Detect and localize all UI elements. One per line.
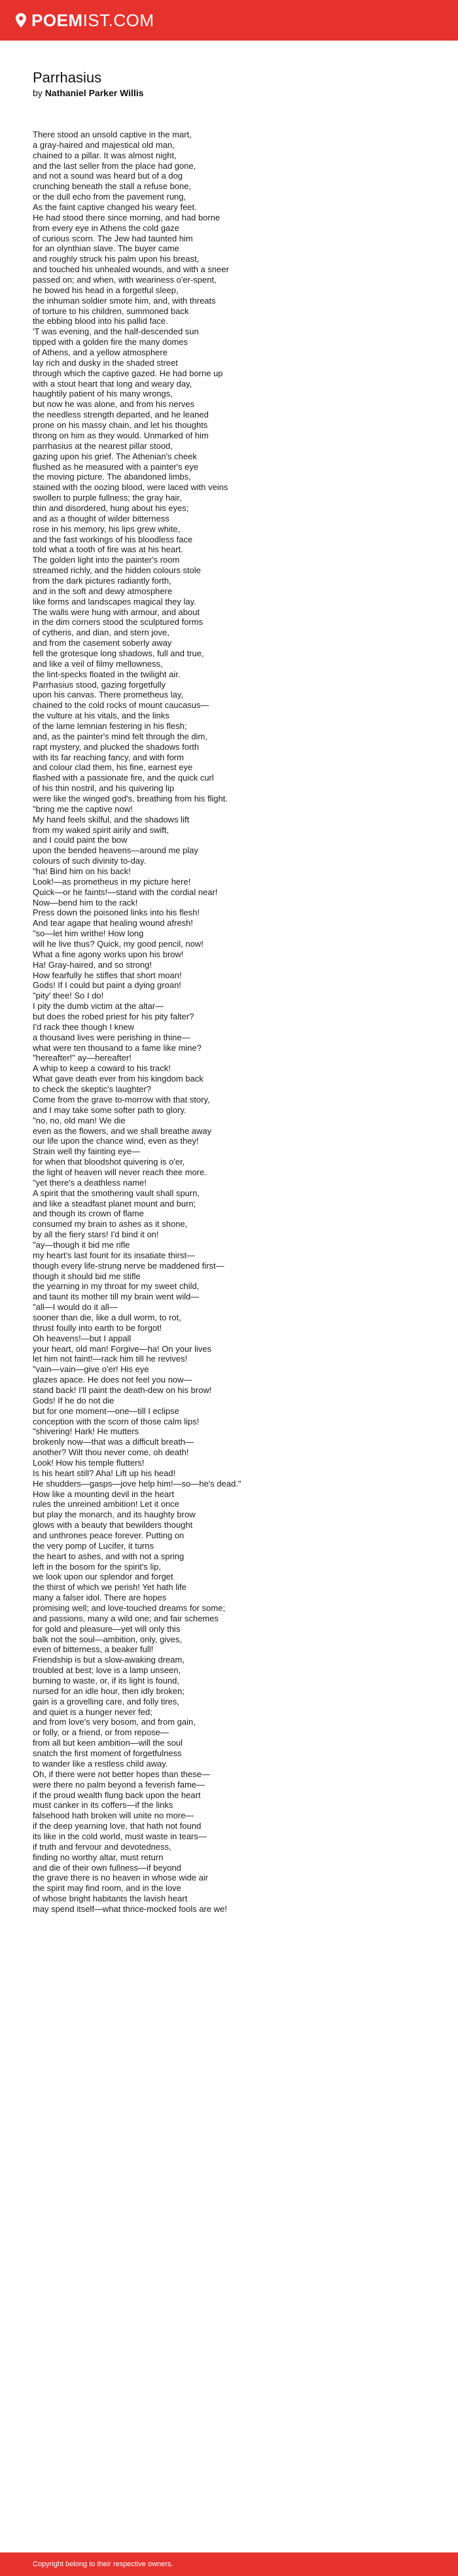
poem-line: "ay—though it bid me rifle (33, 1239, 130, 1250)
poem-line: and die of their own fullness—if beyond (33, 1862, 181, 1873)
poem-line: and the fast workings of his bloodless face (33, 534, 193, 544)
poem-line: though it should bid me stifle (33, 1271, 141, 1281)
poem-line: a gray-haired and majestical old man, (33, 139, 175, 150)
poem-line: Press down the poisoned links into his flesh! (33, 908, 200, 918)
poem-line: of Athens, and a yellow atmosphere (33, 347, 167, 358)
poem-line: may spend itself—what thrice-mocked fools are we! (33, 1903, 227, 1914)
poem-line: promising well; and love-touched dreams for some; (33, 1603, 226, 1614)
logo-text-bold: POEM (31, 10, 83, 30)
poem-line: nursed for an idle hour, then idly broken; (33, 1685, 185, 1696)
poem-line: The walls were hung with armour, and about (33, 607, 200, 617)
poem-line: even of bitterness, a beaker full! (33, 1644, 154, 1655)
poem-line: of the lame lemnian festering in his flesh; (33, 720, 187, 731)
poem-line: and as a thought of wilder bitterness (33, 513, 169, 523)
poem-line: my heart's last fount for its insatiate thirst— (33, 1250, 196, 1260)
poem-line: and in the soft and dewy atmosphere (33, 586, 173, 596)
poem-line: Look! How his temple flutters! (33, 1458, 145, 1468)
poem-line: the inhuman soldier smote him, and, with threats (33, 295, 216, 306)
poem-line: Friendship is but a slow-awaking dream, (33, 1655, 185, 1665)
poem-line: How like a mounting devil in the heart (33, 1489, 175, 1499)
poem-line: and though its crown of flame (33, 1209, 144, 1219)
poem-line: and passions, many a wild one; and fair schemes (33, 1613, 219, 1623)
logo-text-light: IST.COM (82, 10, 154, 30)
poem-line: were like the winged god's, breathing from his flight. (33, 794, 228, 803)
poem-line: snatch the first moment of forgetfulness (33, 1748, 182, 1759)
poem-line: crunching beneath the stall a refuse bone, (33, 181, 192, 192)
poem-line: the heart to ashes, and with not a spring (33, 1551, 185, 1561)
poem-line: with a stout heart that long and weary day, (33, 378, 192, 389)
poem-line: thrust foully into earth to be forgot! (33, 1322, 162, 1333)
poem-line: and from the casement soberly away (33, 638, 172, 648)
poem-line: "yet there's a deathless name! (33, 1177, 147, 1188)
poem-line: passed on; and when, with weariness o'er-spent, (33, 275, 217, 285)
poem-line: and taunt its mother till my brain went wild— (33, 1292, 200, 1302)
poem-line: brokenly now—that was a difficult breath— (33, 1437, 194, 1447)
map-pin-icon (16, 13, 26, 27)
poem-line: "pity' thee! So I do! (33, 991, 104, 1001)
poem-line: chained to a pillar. It was almost night, (33, 150, 177, 160)
author-name[interactable]: Nathaniel Parker Willis (44, 88, 144, 98)
poem-line: flashed with a passionate fire, and the quick curl (33, 773, 214, 783)
poem-line: What a fine agony works upon his brow! (33, 949, 184, 959)
site-footer (0, 2552, 458, 2576)
poem-line: though every life-strung nerve be maddened first— (33, 1260, 224, 1271)
poem-line: finding no worthy altar, must return (33, 1852, 164, 1862)
poem-line: colours of such divinity to-day. (33, 856, 147, 866)
poem-line: the thirst of which we perish! Yet hath life (33, 1582, 186, 1593)
poem-line: A spirit that the smothering vault shall spurn, (33, 1188, 200, 1198)
poem-line: Oh, if there were not better hopes than these— (33, 1769, 210, 1779)
poem-line: if the proud wealth flung back upon the heart (33, 1790, 201, 1800)
poem-line: or the dull echo from the pavement rung, (33, 192, 186, 202)
by-label: by (33, 88, 43, 98)
poem-line: left in the bosom for the spirit's lip, (33, 1561, 162, 1572)
poem-line: of his thin nostril, and his quivering lip (33, 783, 175, 794)
poem-line: conception with the scorn of those calm lips! (33, 1416, 200, 1426)
poem-line: by all the fiery stars! I'd bind it on! (33, 1229, 159, 1240)
poem-line: we look upon our splendor and forget (33, 1572, 173, 1582)
poem-line: from every eye in Athens the cold gaze (33, 222, 180, 233)
poem-line: of cytheris, and dian, and stern jove, (33, 627, 169, 638)
poem-line: for gold and pleasure—yet will only this (33, 1623, 181, 1634)
poem-line: the grave there is no heaven in whose wide air (33, 1873, 209, 1883)
poem-line: and not a sound was heard but of a dog (33, 171, 183, 181)
poem-line: troubled at best; love is a lamp unseen, (33, 1665, 181, 1676)
poem-line: "ha! Bind him on his back! (33, 866, 131, 877)
poem-line: Now—bend him to the rack! (33, 897, 138, 908)
poem-line: and the last seller from the place had gone, (33, 160, 196, 171)
poem-line: your heart, old man! Forgive—ha! On your lives (33, 1343, 212, 1354)
poem-line: Gods! If I could but paint a dying groan! (33, 980, 181, 991)
poem-line: A whip to keep a coward to his track! (33, 1063, 171, 1074)
poem-line: falsehood hath broken will unite no more— (33, 1810, 194, 1821)
poem-line: Parrhasius stood, gazing forgetfully (33, 679, 166, 690)
poem-title: Parrhasius (33, 69, 102, 86)
poem-line: and from love's very bosom, and from gain, (33, 1717, 196, 1727)
poem-line: "hereafter!" ay—hereafter! (33, 1053, 132, 1063)
poem-line: a thousand lives were perishing in thine— (33, 1032, 190, 1042)
poem-line: rules the unreined ambition! Let it once (33, 1499, 180, 1509)
poem-line: to check the skeptic's laughter? (33, 1084, 151, 1095)
poem-line: of curious scorn. The Jew had taunted him (33, 233, 193, 243)
poem-line: haughtily patient of his many wrongs, (33, 389, 173, 399)
poem-line: throng on him as they would. Unmarked of him (33, 430, 209, 440)
poem-line: many a falser idol. There are hopes (33, 1593, 167, 1603)
poem-line: The golden light into the painter's room (33, 555, 180, 565)
poem-line: the vulture at his vitals, and the links (33, 711, 169, 721)
poem-line: our life upon the chance wind, even as they! (33, 1136, 199, 1146)
poem-line: Come from the grave to-morrow with that story, (33, 1094, 210, 1104)
poem-line: Quick—or he faints!—stand with the cordial near! (33, 887, 218, 897)
poem-line: even as the flowers, and we shall breathe away (33, 1125, 212, 1136)
poem-line: stand back! I'll paint the death-dew on his brow! (33, 1385, 212, 1395)
poem-line: And tear agape that healing wound afresh! (33, 918, 194, 928)
poem-line: I pity the dumb victim at the altar— (33, 1001, 164, 1012)
poem-line: fell the grotesque long shadows, full and true, (33, 648, 204, 658)
poem-line: to wander like a restless child away. (33, 1758, 168, 1769)
poem-line: "vain—vain—give o'er! His eye (33, 1364, 149, 1375)
poem-line: and colour clad them, his fine, earnest eye (33, 762, 193, 773)
poem-line: streamed richly, and the hidden colours stole (33, 565, 202, 576)
poem-line: in the dim corners stood the sculptured forms (33, 617, 203, 627)
poem-line: He shudders—gasps—jove help him!—so—he's dead." (33, 1478, 241, 1489)
poem-line: My hand feels skilful, and the shadows lift (33, 814, 190, 824)
poem-line: another? Wilt thou never come, oh death! (33, 1447, 189, 1458)
poem-line: tipped with a golden fire the many domes (33, 337, 188, 347)
poem-line: the ebbing blood into his pallid face. (33, 316, 168, 326)
poem-line: gain is a grovelling care, and folly tires, (33, 1696, 180, 1706)
poem-line: "all—I would do it all— (33, 1302, 118, 1313)
poem-line: like forms and landscapes magical they lay. (33, 596, 196, 607)
poem-line: How fearfully he stifles that short moan! (33, 970, 182, 980)
poem-line: were there no palm beyond a feverish fame— (33, 1779, 205, 1790)
poem-line: and like a steadfast planet mount and burn; (33, 1198, 196, 1209)
site-header (0, 0, 458, 41)
poem-line: and unthrones peace forever. Putting on (33, 1530, 185, 1541)
poem-line: but does the robed priest for his pity falter? (33, 1012, 194, 1022)
poem-line: will he live thus? Quick, my good pencil, now! (33, 939, 203, 949)
poem-line: the needless strength departed, and he leaned (33, 410, 209, 420)
poem-line: the yearning in my throat for my sweet child, (33, 1281, 200, 1292)
poem-body (33, 130, 458, 1914)
poem-line: of torture to his children, summoned back (33, 306, 189, 316)
poem-line: What gave death ever from his kingdom back (33, 1074, 203, 1084)
site-logo[interactable] (16, 10, 154, 31)
poem-line: swollen to purple fullness; the gray hair, (33, 493, 182, 503)
byline (33, 88, 458, 98)
poem-line: the light of heaven will never reach thee more. (33, 1167, 207, 1177)
poem-line: consumed my brain to ashes as it shone, (33, 1219, 188, 1229)
poem-line: and I may take some softer path to glory. (33, 1104, 186, 1115)
poem-line: and I could paint the bow (33, 835, 128, 845)
poem-line: glazes apace. He does not feel you now— (33, 1375, 192, 1385)
poem-line: if truth and fervour and devotedness, (33, 1841, 171, 1852)
poem-line: sooner than die, like a dull worm, to rot, (33, 1312, 181, 1322)
poem-line: glows with a beauty that bewilders thought (33, 1520, 193, 1530)
poem-line: flushed as he measured with a painter's eye (33, 461, 199, 472)
poem-line: from all but keen ambition—will the soul (33, 1738, 183, 1748)
poem-line: balk not the soul—ambition, only, gives, (33, 1634, 183, 1644)
poem-line: of whose bright habitants the lavish heart (33, 1894, 188, 1904)
poem-line: Gods! If he do not die (33, 1395, 114, 1405)
poem-line: the spirit may find room, and in the love (33, 1883, 181, 1894)
copyright-text: Copyright belong to their respective owners. (33, 2560, 173, 2568)
poem-line: Is his heart still? Aha! Lift up his head! (33, 1468, 176, 1478)
poem-line: if the deep yearning love, that hath not found (33, 1821, 202, 1831)
poem-line: but play the monarch, and its haughty brow (33, 1509, 196, 1520)
poem-line: from my waked spirit airily and swift, (33, 824, 169, 835)
poem-line: Look!—as prometheus in my picture here! (33, 876, 191, 887)
poem-line: the moving picture. The abandoned limbs, (33, 472, 191, 482)
poem-line: chained to the cold rocks of mount caucasus— (33, 700, 209, 711)
poem-line: parrhasius at the nearest pillar stood, (33, 440, 173, 451)
poem-line: what were ten thousand to a fame like mine? (33, 1042, 202, 1053)
poem-line: stained with the oozing blood, were laced with veins (33, 482, 228, 493)
poem-line: and, as the painter's mind felt through the dim, (33, 731, 207, 741)
poem-line: thin and disordered, hung about his eyes; (33, 503, 189, 513)
poem-line: As the faint captive changed his weary feet. (33, 202, 197, 213)
poem-line: He had stood there since morning, and had borne (33, 212, 220, 222)
poem-line: and touched his unhealed wounds, and with a sneer (33, 264, 229, 275)
poem-line: the very pomp of Lucifer, it turns (33, 1540, 154, 1551)
poem-content (0, 41, 458, 1914)
poem-line: "no, no, old man! We die (33, 1115, 126, 1125)
poem-line: prone on his massy chain, and let his thoughts (33, 420, 208, 431)
poem-line: burning to waste, or, if its light is found, (33, 1676, 180, 1686)
poem-line: must canker in its coffers—if the links (33, 1800, 173, 1810)
poem-line: lay rich and dusky in the shaded street (33, 357, 178, 368)
poem-line: There stood an unsold captive in the mart, (33, 130, 192, 139)
poem-line: told what a tooth of fire was at his heart. (33, 544, 183, 555)
poem-line: Oh heavens!—but I appall (33, 1333, 132, 1343)
poem-line: the lint-specks floated in the twilight air. (33, 669, 181, 679)
poem-line: rapt mystery, and plucked the shadows forth (33, 741, 200, 752)
poem-line: and like a veil of filmy mellowness, (33, 658, 163, 669)
poem-line: or folly, or a friend, or from repose— (33, 1727, 169, 1738)
poem-line: from the dark pictures radiantly forth, (33, 575, 171, 586)
poem-line: gazing upon his grief. The Athenian's cheek (33, 451, 197, 461)
poem-line: but for one moment—one—till I eclipse (33, 1405, 179, 1416)
poem-line: I'd rack thee though I knew (33, 1021, 134, 1032)
poem-line: rose in his memory, his lips grew white, (33, 523, 181, 534)
poem-line: and quiet is a hunger never fed; (33, 1706, 152, 1717)
poem-line: "shivering! Hark! He mutters (33, 1426, 139, 1437)
poem-line: and roughly struck his palm upon his breast, (33, 254, 200, 264)
poem-line: for when that bloodshot quivering is o'er, (33, 1157, 185, 1167)
poem-line: let him not faint!—rack him till he revives! (33, 1354, 188, 1364)
poem-line: its like in the cold world, must waste in tears— (33, 1831, 207, 1841)
poem-line: through which the captive gazed. He had borne up (33, 368, 223, 378)
poem-line: upon the bended heavens—around me play (33, 845, 198, 856)
poem-line: Ha! Gray-haired, and so strong! (33, 959, 152, 970)
poem-line: "so—let him writhe! How long (33, 928, 144, 939)
poem-line: "bring me the captive now! (33, 803, 133, 814)
poem-line: but now he was alone, and from his nerves (33, 399, 195, 410)
poem-line: for an olynthian slave. The buyer came (33, 243, 179, 254)
poem-line: he bowed his head in a forgetful sleep, (33, 285, 179, 295)
poem-line: 'T was evening, and the half-descended sun (33, 326, 199, 337)
poem-line: with its far reaching fancy, and with form (33, 752, 184, 762)
poem-line: Strain well thy fainting eye— (33, 1146, 141, 1157)
poem-line: upon his canvas. There prometheus lay, (33, 690, 184, 700)
